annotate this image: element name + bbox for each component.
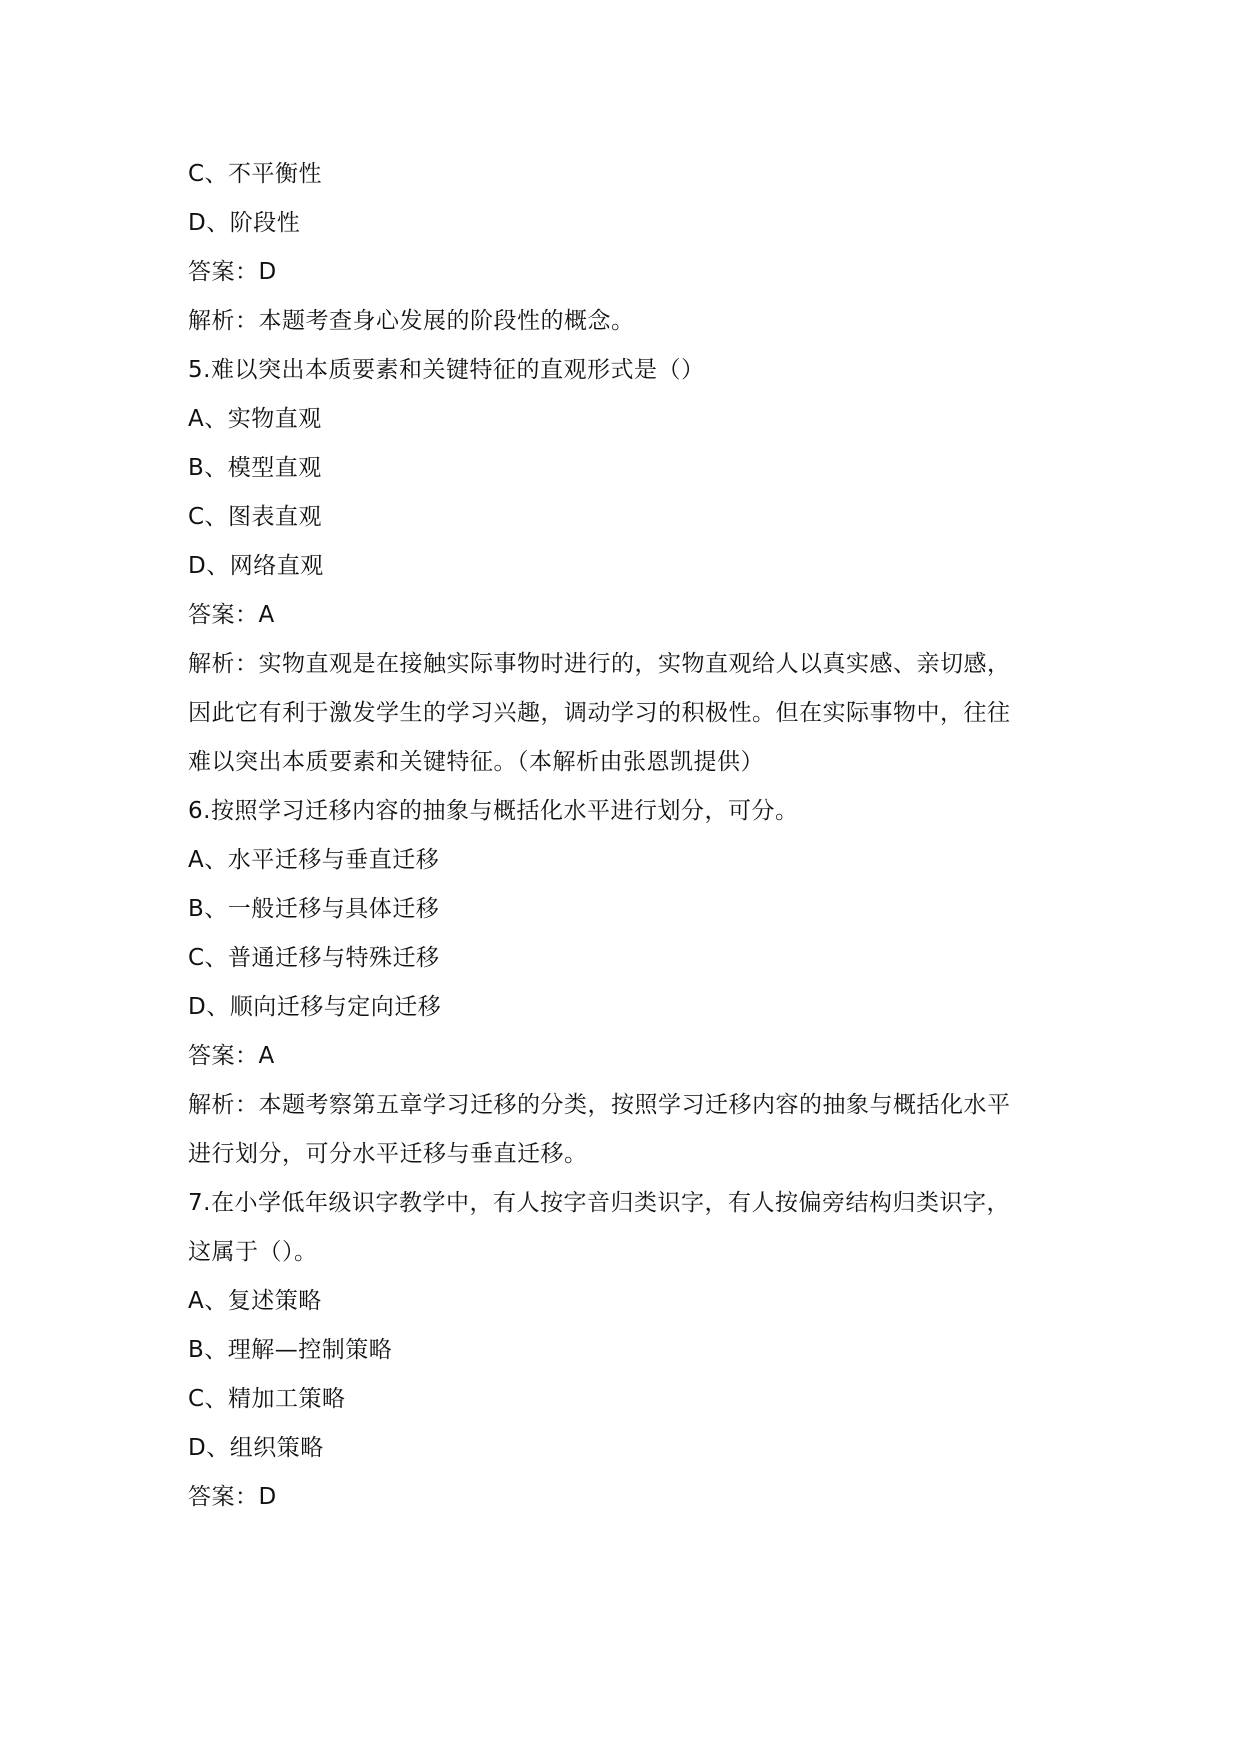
analysis-line: 进行划分，可分水平迁移与垂直迁移。 bbox=[188, 1141, 588, 1167]
option-a-line: A、水平迁移与垂直迁移 bbox=[188, 847, 440, 873]
option-d-line: D、组织策略 bbox=[188, 1435, 324, 1461]
option-d-line: D、网络直观 bbox=[188, 553, 324, 579]
option-c-line: C、普通迁移与特殊迁移 bbox=[188, 945, 440, 971]
answer-line: 答案：D bbox=[188, 1484, 277, 1510]
option-d-line: D、阶段性 bbox=[188, 210, 301, 236]
answer-line: 答案：A bbox=[188, 602, 275, 628]
question-6-line: 6.按照学习迁移内容的抽象与概括化水平进行划分，可分。 bbox=[188, 798, 799, 824]
option-c-line: C、不平衡性 bbox=[188, 161, 323, 187]
option-c-line: C、图表直观 bbox=[188, 504, 323, 530]
question-5-line: 5.难以突出本质要素和关键特征的直观形式是（） bbox=[188, 357, 705, 383]
analysis-line: 因此它有利于激发学生的学习兴趣，调动学习的积极性。但在实际事物中，往往 bbox=[188, 700, 1011, 726]
question-7-line: 7.在小学低年级识字教学中，有人按字音归类识字，有人按偏旁结构归类识字， bbox=[188, 1190, 1010, 1216]
analysis-line: 解析：本题考查身心发展的阶段性的概念。 bbox=[188, 308, 635, 334]
option-d-line: D、顺向迁移与定向迁移 bbox=[188, 994, 442, 1020]
option-a-line: A、复述策略 bbox=[188, 1288, 322, 1314]
analysis-line: 解析：本题考察第五章学习迁移的分类，按照学习迁移内容的抽象与概括化水平 bbox=[188, 1092, 1011, 1118]
option-b-line: B、理解—控制策略 bbox=[188, 1337, 393, 1363]
option-b-line: B、模型直观 bbox=[188, 455, 322, 481]
analysis-line: 解析：实物直观是在接触实际事物时进行的，实物直观给人以真实感、亲切感， bbox=[188, 651, 1011, 677]
answer-line: 答案：D bbox=[188, 259, 277, 285]
question-7-line: 这属于（）。 bbox=[188, 1239, 318, 1265]
option-a-line: A、实物直观 bbox=[188, 406, 322, 432]
analysis-line: 难以突出本质要素和关键特征。（本解析由张恩凯提供） bbox=[188, 749, 764, 775]
answer-line: 答案：A bbox=[188, 1043, 275, 1069]
option-c-line: C、精加工策略 bbox=[188, 1386, 346, 1412]
option-b-line: B、一般迁移与具体迁移 bbox=[188, 896, 440, 922]
